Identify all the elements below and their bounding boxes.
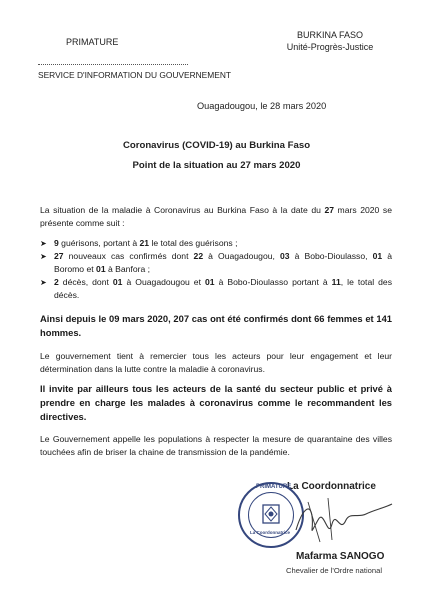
stamp-inner-text: La Coordonnatrice: [250, 530, 291, 535]
signatory-name: Mafarma SANOGO: [296, 551, 385, 562]
title-line-1: Coronavirus (COVID-19) au Burkina Faso: [122, 140, 311, 151]
list-item-new-cases: ➤ 27 nouveaux cas confirmés dont 22 à Ouagadougou, 03 à Bobo-Dioulasso, 01 à Boromo et 01 à Banfora ;: [40, 251, 393, 274]
invite-paragraph: Il invite par ailleurs tous les acteurs de la santé du secteur public et privé à prendre en charge les malades à coronavirus comme le recommandent les directives.: [40, 383, 392, 422]
list-item-recoveries: ➤ 9 guérisons, portant à 21 le total des guérisons ;: [40, 238, 238, 248]
arrow-bullet-icon: ➤: [40, 239, 47, 248]
handwritten-signature: [288, 490, 398, 550]
arrow-bullet-icon: ➤: [40, 252, 47, 261]
signatory-title: Chevalier de l'Ordre national: [286, 566, 383, 575]
signatory-role: La Coordonnatrice: [287, 481, 376, 492]
arrow-bullet-icon: ➤: [40, 278, 47, 287]
country-motto: Unité-Progrès-Justice: [286, 42, 374, 52]
header-left: PRIMATURE: [66, 37, 119, 47]
summary-paragraph: Ainsi depuis le 09 mars 2020, 207 cas ont été confirmés dont 66 femmes et 141 hommes.: [40, 313, 392, 338]
stamp-top-text: PRIMATURE: [256, 484, 292, 490]
intro-paragraph: La situation de la maladie à Coronavirus au Burkina Faso à la date du 27 mars 2020 se présente comme suit :: [40, 205, 392, 228]
list-item-deaths: ➤ 2 décès, dont 01 à Ouagadougou et 01 à Bobo-Dioulasso portant à 11, le total des décès.: [40, 277, 393, 300]
service-name: SERVICE D'INFORMATION DU GOUVERNEMENT: [38, 70, 231, 80]
header-right: [280, 29, 380, 53]
header-divider: [38, 64, 188, 65]
date-line: Ouagadougou, le 28 mars 2020: [197, 101, 327, 111]
quarantine-paragraph: Le Gouvernement appelle les populations à respecter la mesure de quarantaine des villes touchées afin de briser la chaine de transmission de la pandémie.: [40, 434, 392, 457]
thanks-paragraph: Le gouvernement tient à remercier tous les acteurs pour leur engagement et leur détermination dans la lutte contre la maladie à coronavirus.: [40, 351, 392, 374]
country-name: BURKINA FASO: [296, 30, 364, 40]
coat-of-arms-icon: [257, 500, 285, 528]
title-line-2: Point de la situation au 27 mars 2020: [132, 160, 301, 171]
situation-list: [40, 237, 392, 302]
